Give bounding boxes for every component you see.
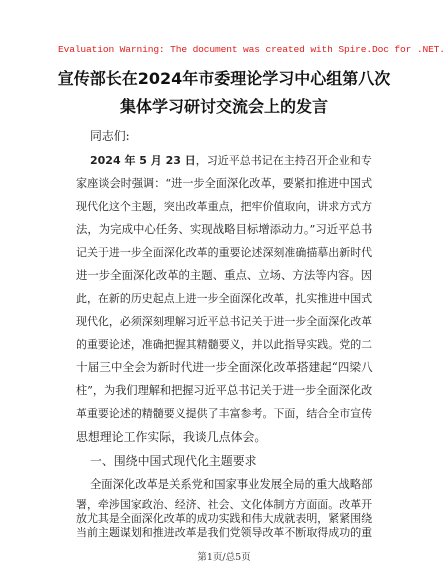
paragraph-1-line: 法，为完成中心任务、实现战略目标增添动力。”习近平总书 bbox=[76, 222, 373, 236]
date-text: 2024 年 5 月 23 日 bbox=[90, 154, 196, 167]
paragraph-1-line: 现代化，必须深刻理解习近平总书记关于进一步全面深化改革 bbox=[76, 315, 373, 328]
paragraph-2-first-line: 全面深化改革是关系党和国家事业发展全局的重大战略部 bbox=[90, 478, 373, 491]
paragraph-1-line: 家座谈会时强调：“进一步全面深化改革，要紧扣推进中国式 bbox=[76, 177, 373, 190]
paragraph-1-first-rest: ，习近平总书记在主持召开企业和专 bbox=[195, 154, 372, 167]
paragraph-1-line: 柱”，为我们理解和把握习近平总书记关于进一步全面深化改 bbox=[76, 384, 373, 397]
paragraph-1-line: 记关于进一步全面深化改革的重要论述深刻准确描摹出新时代 bbox=[76, 246, 373, 259]
paragraph-2-line: 当前主题谋划和推进改革是我们党领导改革不断取得成功的重 bbox=[76, 526, 373, 539]
paragraph-1-line: 的重要论述，准确把握其精髓要义，并以此指导实践。党的二 bbox=[76, 338, 373, 351]
paragraph-1-line: 思想理论工作实际，我谈几点体会。 bbox=[76, 430, 267, 444]
document-title-line-1: 宣传部长在2024年市委理论学习中心组第八次 bbox=[57, 69, 391, 88]
paragraph-1-line: 革重要论述的精髓要义提供了丰富参考。下面，结合全市宣传 bbox=[76, 407, 373, 420]
greeting: 同志们: bbox=[90, 129, 130, 143]
evaluation-warning: Evaluation Warning: The document was created with Spire.Doc for .NET. bbox=[58, 44, 445, 55]
paragraph-1-line: 进一步全面深化改革的主题、重点、立场、方法等内容。因 bbox=[76, 268, 373, 282]
paragraph-1-line: 十届三中全会为新时代进一步全面深化改革搭建起“四梁八 bbox=[76, 360, 373, 374]
section-heading-1: 一、围绕中国式现代化主题要求 bbox=[90, 454, 257, 468]
paragraph-2-line: 放尤其是全面深化改革的成功实践和伟大成就表明，紧紧围绕 bbox=[76, 512, 373, 525]
document-title-line-2: 集体学习研讨交流会上的发言 bbox=[119, 97, 328, 116]
page-footer: 第1页/总5页 bbox=[197, 552, 251, 563]
paragraph-1-line: 现代化这个主题，突出改革重点，把牢价值取向，讲求方式方 bbox=[76, 200, 373, 213]
paragraph-1-line: 此，在新的历史起点上进一步全面深化改革，扎实推进中国式 bbox=[76, 292, 373, 305]
paragraph-1-first-line bbox=[90, 152, 372, 168]
paragraph-2-line: 署，牵涉国家政治、经济、社会、文化体制方方面面。改革开 bbox=[76, 498, 373, 511]
